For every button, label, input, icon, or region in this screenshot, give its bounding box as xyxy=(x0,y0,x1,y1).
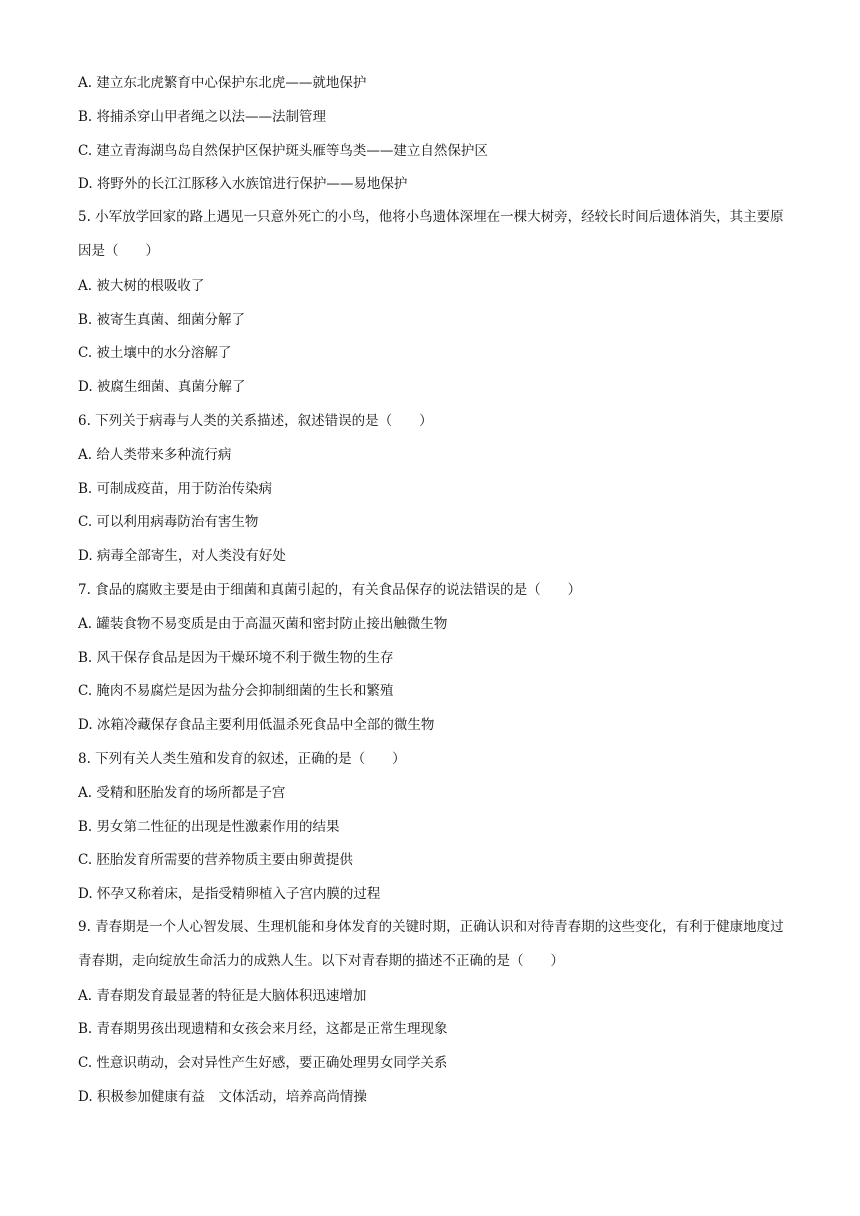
q9-option-b: B. 青春期男孩出现遗精和女孩会来月经，这都是正常生理现象 xyxy=(78,1021,448,1037)
q8-option-c: C. 胚胎发育所需要的营养物质主要由卵黄提供 xyxy=(78,852,353,868)
q4-option-b: B. 将捕杀穿山甲者绳之以法——法制管理 xyxy=(78,109,327,125)
q5-option-c: C. 被土壤中的水分溶解了 xyxy=(78,345,232,361)
q6-option-b: B. 可制成疫苗，用于防治传染病 xyxy=(78,481,273,497)
q8-option-a: A. 受精和胚胎发育的场所都是子宫 xyxy=(78,785,286,801)
q9-stem: 9. 青春期是一个人心智发展、生理机能和身体发育的关键时期，正确认识和对待青春期的这些变化，有利于健康地度过青春期，走向绽放生命活力的成熟人生。以下对青春期的描述不正确的是（ ） xyxy=(78,919,784,969)
q9-option-c: C. 性意识萌动，会对异性产生好感，要正确处理男女同学关系 xyxy=(78,1055,448,1071)
q7-option-d: D. 冰箱冷藏保存食品主要利用低温杀死食品中全部的微生物 xyxy=(78,717,435,733)
q8-option-d: D. 怀孕又称着床，是指受精卵植入子宫内膜的过程 xyxy=(78,886,381,902)
q5-option-d: D. 被腐生细菌、真菌分解了 xyxy=(78,379,246,395)
q6-option-d: D. 病毒全部寄生，对人类没有好处 xyxy=(78,548,286,564)
q4-option-c: C. 建立青海湖鸟岛自然保护区保护斑头雁等鸟类——建立自然保护区 xyxy=(78,143,488,159)
q5-option-a: A. 被大树的根吸收了 xyxy=(78,278,205,294)
q6-stem: 6. 下列关于病毒与人类的关系描述，叙述错误的是（ ） xyxy=(78,413,433,429)
q8-stem: 8. 下列有关人类生殖和发育的叙述，正确的是（ ） xyxy=(78,751,406,767)
q6-option-c: C. 可以利用病毒防治有害生物 xyxy=(78,514,259,530)
q7-option-a: A. 罐装食物不易变质是由于高温灭菌和密封防止接出触微生物 xyxy=(78,616,448,632)
q7-option-c: C. 腌肉不易腐烂是因为盐分会抑制细菌的生长和繁殖 xyxy=(78,683,394,699)
q4-option-a: A. 建立东北虎繁育中心保护东北虎——就地保护 xyxy=(78,75,367,91)
q4-option-d: D. 将野外的长江江豚移入水族馆进行保护——易地保护 xyxy=(78,176,408,192)
q5-stem: 5. 小军放学回家的路上遇见一只意外死亡的小鸟，他将小鸟遗体深埋在一棵大树旁，经较长时间后遗体消失，其主要原因是（ ） xyxy=(78,209,784,259)
q5-option-b: B. 被寄生真菌、细菌分解了 xyxy=(78,312,246,328)
q7-stem: 7. 食品的腐败主要是由于细菌和真菌引起的，有关食品保存的说法错误的是（ ） xyxy=(78,582,582,598)
q6-option-a: A. 给人类带来多种流行病 xyxy=(78,447,232,463)
q9-option-a: A. 青春期发育最显著的特征是大脑体积迅速增加 xyxy=(78,988,367,1004)
q8-option-b: B. 男女第二性征的出现是性激素作用的结果 xyxy=(78,819,340,835)
q9-option-d: D. 积极参加健康有益 文体活动，培养高尚情操 xyxy=(78,1089,367,1105)
q7-option-b: B. 风干保存食品是因为干燥环境不利于微生物的生存 xyxy=(78,650,394,666)
